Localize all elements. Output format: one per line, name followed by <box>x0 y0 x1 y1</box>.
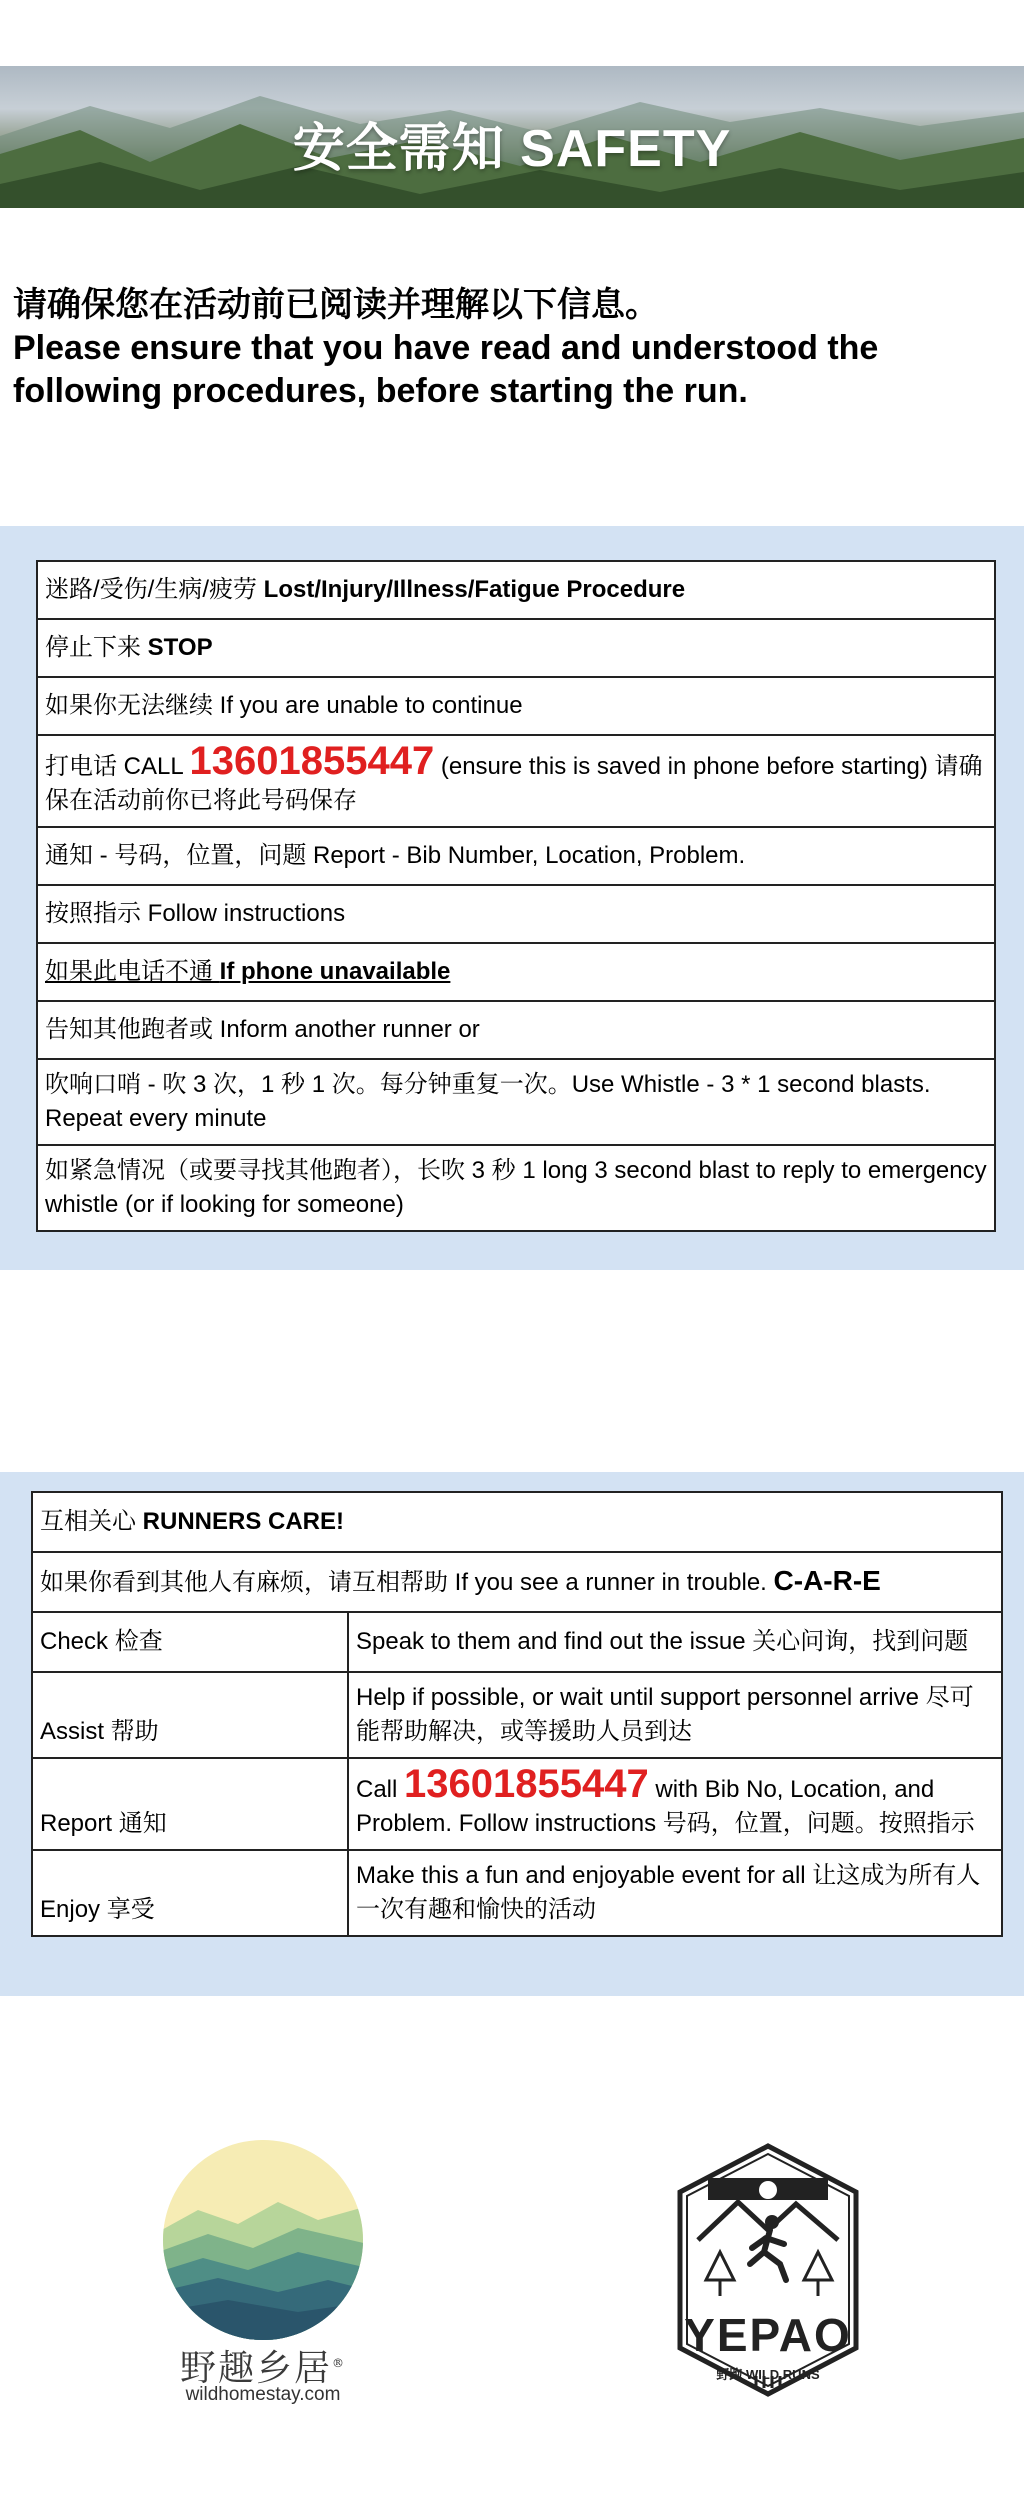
table-row <box>37 943 995 1001</box>
care-phone: 13601855447 <box>404 1762 649 1806</box>
table-row <box>37 735 995 827</box>
page-title: 安全需知 SAFETY <box>292 120 732 178</box>
unable-cell: 如果你无法继续 If you are unable to continue <box>37 677 995 735</box>
table-row <box>37 1001 995 1059</box>
care-title-en: RUNNERS CARE! <box>142 1508 345 1535</box>
care-label-check: Check 检查 <box>32 1612 348 1672</box>
table-row <box>37 677 995 735</box>
logo-left-url: wildhomestay.com <box>185 2384 341 2405</box>
table-row <box>37 561 995 619</box>
table-row <box>32 1612 1002 1672</box>
care-text-assist: Help if possible, or wait until support personnel arrive 尽可能帮助解决，或等援助人员到达 <box>348 1672 1002 1758</box>
intro-en: Please ensure that you have read and understood the following procedures, before starting the run. <box>13 329 879 410</box>
procedure-table <box>36 560 996 1232</box>
follow-cell: 按照指示 Follow instructions <box>37 885 995 943</box>
inform-cell: 告知其他跑者或 Inform another runner or <box>37 1001 995 1059</box>
registered-mark: ® <box>332 2356 346 2370</box>
unavailable-cn: 如果此电话不通 <box>45 958 220 985</box>
table-row <box>37 827 995 885</box>
intro-cn: 请确保您在活动前已阅读并理解以下信息。 <box>13 286 659 324</box>
table-row <box>32 1552 1002 1612</box>
care-label-report: Report 通知 <box>32 1758 348 1850</box>
care-label-assist: Assist 帮助 <box>32 1672 348 1758</box>
logo-left-cn: 野趣乡居® <box>179 2348 346 2389</box>
care-call-prefix: Call <box>356 1776 405 1803</box>
care-text-check: Speak to them and find out the issue 关心问询，找到问题 <box>348 1612 1002 1672</box>
report-cell: 通知 - 号码，位置，问题 Report - Bib Number, Location, Problem. <box>37 827 995 885</box>
call-prefix: 打电话 CALL <box>45 753 190 780</box>
call-suffix: (ensure this is saved in phone before starting) 请确保在活动前你已将此号码保存 <box>45 753 983 814</box>
procedure-title-en: Lost/Injury/Illness/Fatigue Procedure <box>263 576 686 603</box>
table-row <box>37 619 995 677</box>
table-row <box>32 1672 1002 1758</box>
unavailable-heading <box>45 958 450 985</box>
yepao-logo <box>668 2140 868 2400</box>
care-intro: 如果你看到其他人有麻烦，请互相帮助 If you see a runner in trouble. <box>40 1569 774 1596</box>
table-row <box>37 885 995 943</box>
emergency-cell: 如紧急情况（或要寻找其他跑者），长吹 3 秒 1 long 3 second blast to reply to emergency whistle (or if looking for someone) <box>37 1145 995 1231</box>
care-table <box>31 1491 1003 1937</box>
care-title-cn: 互相关心 <box>40 1508 143 1535</box>
mountain-circle-icon <box>158 2140 368 2340</box>
table-row <box>32 1850 1002 1936</box>
stop-cn: 停止下来 <box>45 634 148 661</box>
emergency-phone: 13601855447 <box>189 739 435 783</box>
table-row <box>37 1145 995 1231</box>
wildhomestay-logo <box>158 2140 368 2405</box>
care-text-enjoy: Make this a fun and enjoyable event for all 让这成为所有人一次有趣和愉快的活动 <box>348 1850 1002 1936</box>
whistle-cell: 吹响口哨 - 吹 3 次，1 秒 1 次。每分钟重复一次。Use Whistle - 3 * 1 second blasts. Repeat every minute <box>37 1059 995 1145</box>
unavailable-en: If phone unavailable <box>219 958 451 985</box>
intro-text <box>13 284 1013 413</box>
table-row <box>37 1059 995 1145</box>
safety-banner <box>0 66 1024 208</box>
care-label-enjoy: Enjoy 享受 <box>32 1850 348 1936</box>
care-text-report: with Bib No, Location, and Problem. Follow instructions 号码，位置，问题。按照指示 <box>356 1776 975 1837</box>
table-row <box>32 1758 1002 1850</box>
care-acronym: C-A-R-E <box>773 1565 881 1596</box>
procedure-title-cn: 迷路/受伤/生病/疲劳 <box>45 576 264 603</box>
table-row <box>32 1492 1002 1552</box>
yepao-subtitle: 野跑 WILD RUNS <box>716 2367 820 2382</box>
yepao-wordmark: YEPAO <box>684 2309 852 2361</box>
stop-en: STOP <box>147 634 213 661</box>
